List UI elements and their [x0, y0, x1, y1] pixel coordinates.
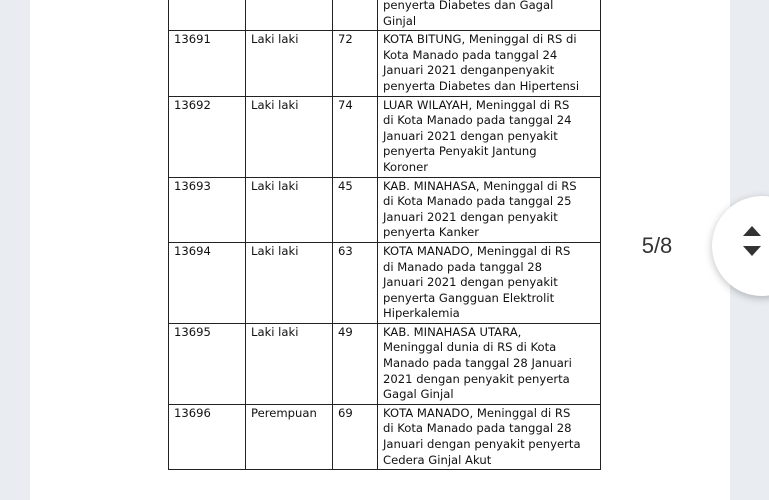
description-line: di Kota Manado pada tanggal 28: [383, 421, 572, 436]
table-row: [169, 0, 601, 31]
description-cell: [378, 404, 601, 469]
description-line: Januari dengan penyakit penyerta: [383, 437, 581, 452]
case-id-cell: [169, 0, 246, 31]
description-line: KAB. MINAHASA UTARA,: [383, 324, 522, 339]
description-line: Hiperkalemia: [383, 306, 460, 321]
case-id-cell: 13692: [169, 96, 246, 177]
age-cell: 72: [333, 31, 378, 96]
description-line: penyerta Kanker: [383, 225, 479, 240]
age-cell: 49: [333, 323, 378, 404]
description-line: Januari 2021 dengan penyakit: [383, 209, 558, 224]
case-id-cell: 13694: [169, 242, 246, 323]
description-line: Ginjal: [383, 13, 417, 28]
description-line: Gagal Ginjal: [383, 387, 454, 402]
description-cell: [378, 323, 601, 404]
description-line: di Kota Manado pada tanggal 25: [383, 194, 572, 209]
description-line: di Kota Manado pada tanggal 24: [383, 113, 572, 128]
description-cell: [378, 31, 601, 96]
description-line: Januari 2021 dengan penyakit: [383, 275, 558, 290]
description-line: LUAR WILAYAH, Meninggal di RS: [383, 97, 570, 112]
table-row: [169, 31, 601, 96]
description-cell: [378, 242, 601, 323]
description-line: KAB. MINAHASA, Meninggal di RS: [383, 178, 577, 193]
description-line: penyerta Diabetes dan Hipertensi: [383, 78, 580, 93]
table-row: [169, 177, 601, 242]
chevron-up-down-icon: [740, 221, 764, 261]
description-line: penyerta Diabetes dan Gagal: [383, 0, 554, 12]
description-line: Meninggal dunia di RS di Kota: [383, 340, 557, 355]
description-line: KOTA MANADO, Meninggal di RS: [383, 405, 571, 420]
description-line: Kota Manado pada tanggal 24: [383, 47, 558, 62]
gender-cell: Laki laki: [246, 242, 333, 323]
case-id-cell: 13691: [169, 31, 246, 96]
description-line: KOTA BITUNG, Meninggal di RS di: [383, 32, 577, 47]
description-line: Cedera Ginjal Akut: [383, 452, 492, 467]
description-cell: [378, 96, 601, 177]
age-cell: [333, 0, 378, 31]
gender-cell: [246, 0, 333, 31]
gender-cell: Laki laki: [246, 96, 333, 177]
case-id-cell: 13695: [169, 323, 246, 404]
gender-cell: Laki laki: [246, 177, 333, 242]
description-line: Januari 2021 denganpenyakit: [383, 63, 555, 78]
table-body: [169, 0, 601, 470]
description-line: penyerta Penyakit Jantung: [383, 144, 537, 159]
death-report-table: [168, 0, 601, 470]
age-cell: 45: [333, 177, 378, 242]
description-line: penyerta Gangguan Elektrolit: [383, 290, 555, 305]
description-line: Januari 2021 dengan penyakit: [383, 128, 558, 143]
description-line: Manado pada tanggal 28 Januari: [383, 356, 572, 371]
table-row: [169, 242, 601, 323]
age-cell: 74: [333, 96, 378, 177]
case-id-cell: 13696: [169, 404, 246, 469]
age-cell: 69: [333, 404, 378, 469]
description-cell: [378, 0, 601, 31]
table-row: [169, 323, 601, 404]
page-indicator: 5/8: [641, 233, 673, 258]
gender-cell: Perempuan: [246, 404, 333, 469]
description-line: 2021 dengan penyakit penyerta: [383, 371, 570, 386]
table-row: [169, 404, 601, 469]
case-id-cell: 13693: [169, 177, 246, 242]
gender-cell: Laki laki: [246, 323, 333, 404]
description-line: di Manado pada tanggal 28: [383, 259, 543, 274]
gender-cell: Laki laki: [246, 31, 333, 96]
description-line: Koroner: [383, 159, 428, 174]
description-line: KOTA MANADO, Meninggal di RS: [383, 243, 571, 258]
description-cell: [378, 177, 601, 242]
age-cell: 63: [333, 242, 378, 323]
table-row: [169, 96, 601, 177]
